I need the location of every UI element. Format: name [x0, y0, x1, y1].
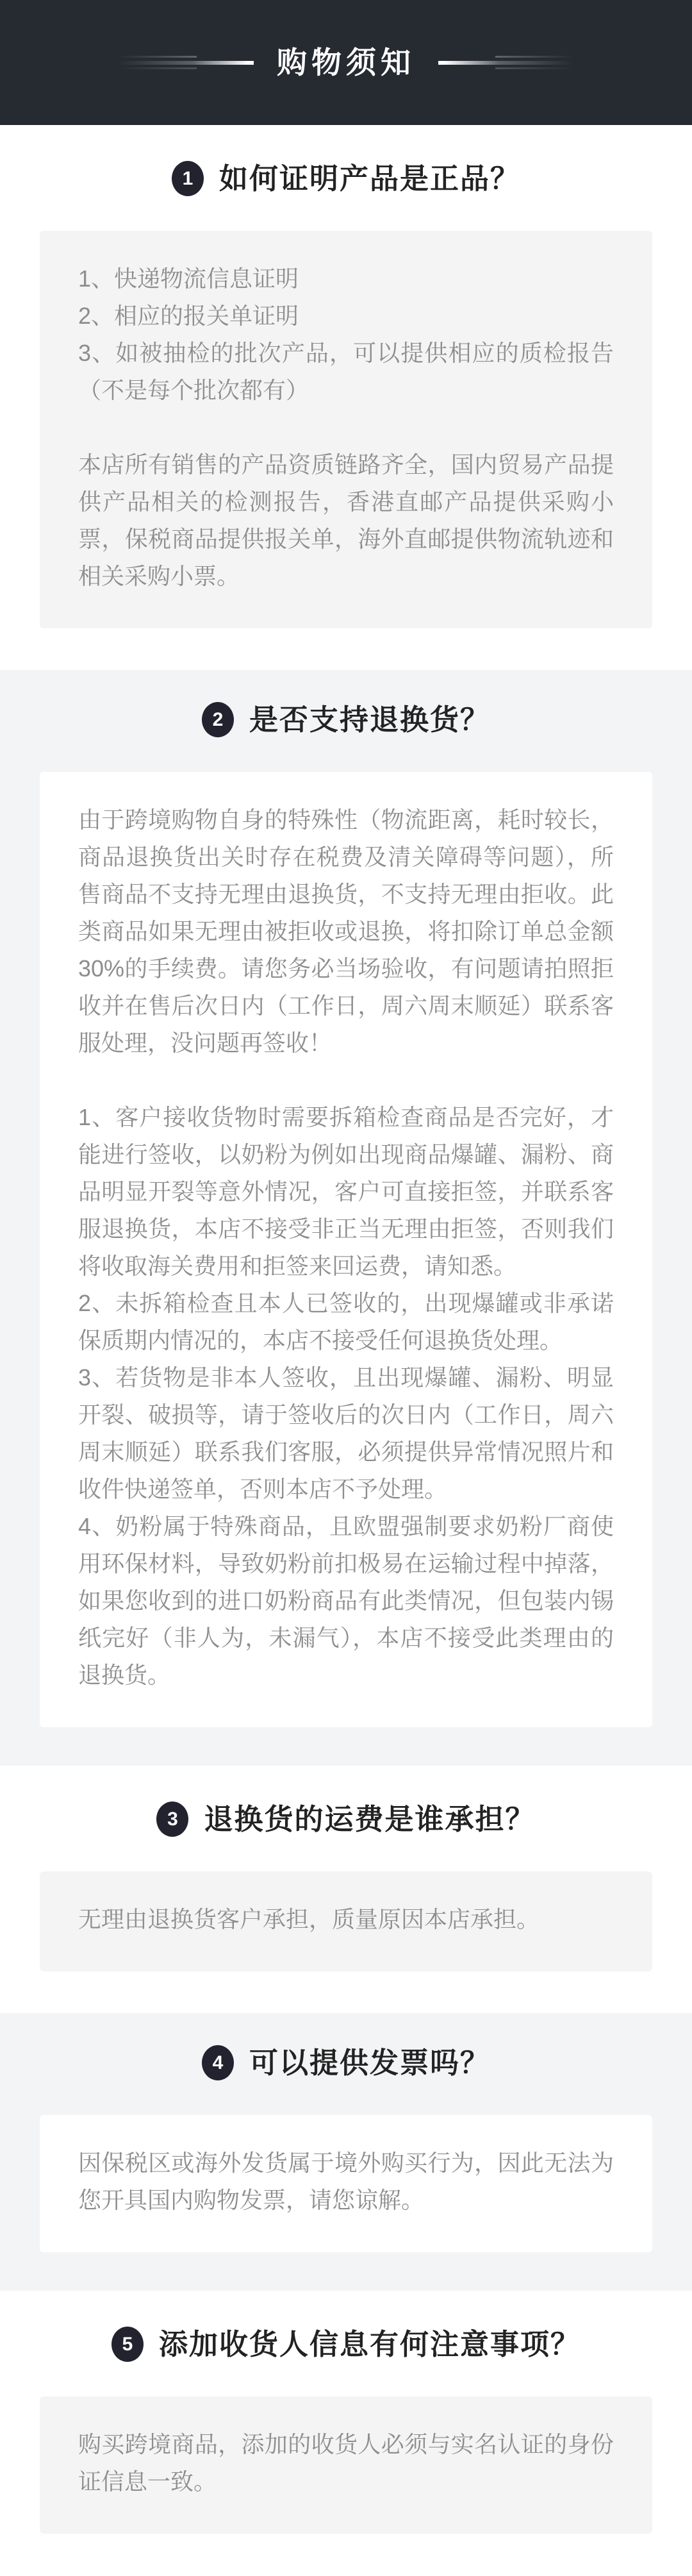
body-paragraph: 2、未拆箱检查且本人已签收的，出现爆罐或非承诺保质期内情况的，本店不接受任何退换货处理。 [78, 1290, 614, 1353]
deco-streak [118, 56, 197, 58]
page-header [0, 0, 692, 125]
header-deco-line-left [118, 55, 254, 71]
section-number-badge [202, 2045, 234, 2080]
page-title: 购物须知 [277, 46, 415, 79]
section-title-row [0, 2043, 692, 2083]
faq-section [0, 1799, 692, 1971]
body-paragraph: 1、快递物流信息证明 [78, 265, 299, 292]
faq-section-list [0, 158, 692, 2534]
section-number: 5 [122, 2333, 133, 2355]
section-content-box [40, 772, 652, 1727]
body-paragraph: 4、奶粉属于特殊商品，且欧盟强制要求奶粉厂商使用环保材料，导致奶粉前扣极易在运输过程中掉落，如果您收到的进口奶粉商品有此类情况，但包装内锡纸完好（非人为，未漏气），本店不接受此类理由的退换货。 [78, 1513, 614, 1688]
section-number-badge [111, 2327, 144, 2362]
section-title: 如何证明产品是正品？ [218, 162, 520, 195]
body-paragraph: 3、若货物是非本人签收，且出现爆罐、漏粉、明显开裂、破损等，请于签收后的次日内（工作日，周六周末顺延）联系我们客服，必须提供异常情况照片和收件快递签单，否则本店不予处理。 [78, 1364, 614, 1502]
section-number: 2 [212, 708, 224, 730]
section-number-badge [202, 702, 234, 737]
body-paragraph: 3、如被抽检的批次产品，可以提供相应的质检报告（不是每个批次都有） [78, 340, 614, 403]
section-number: 1 [182, 167, 194, 189]
section-title-row [0, 158, 692, 199]
section-title-row [0, 1799, 692, 1839]
paragraph-gap [78, 1062, 614, 1099]
section-title-row [0, 2324, 692, 2364]
section-title: 是否支持退换货？ [249, 703, 490, 736]
bottom-spacer [0, 2534, 692, 2576]
faq-section [0, 670, 692, 1766]
body-paragraph: 2、相应的报关单证明 [78, 303, 299, 329]
section-content-box [40, 1871, 652, 1971]
section-number: 4 [212, 2052, 224, 2073]
section-content-box [40, 2396, 652, 2534]
section-title-row [0, 699, 692, 740]
section-number-badge [156, 1802, 188, 1837]
deco-streak [495, 56, 574, 58]
header-deco-line-right [438, 55, 574, 71]
deco-streak [118, 67, 197, 69]
section-content-box [40, 231, 652, 628]
body-paragraph: 因保税区或海外发货属于境外购买行为，因此无法为您开具国内购物发票，请您谅解。 [78, 2150, 614, 2213]
deco-main-line [118, 61, 254, 65]
body-paragraph: 购买跨境商品，添加的收货人必须与实名认证的身份证信息一致。 [78, 2431, 614, 2495]
body-paragraph: 1、客户接收货物时需要拆箱检查商品是否完好，才能进行签收，以奶粉为例如出现商品爆罐、漏粉、商品明显开裂等意外情况，客户可直接拒签，并联系客服退换货，本店不接受非正当无理由拒签，否则我们将收取海关费用和拒签来回运费，请知悉。 [78, 1104, 614, 1279]
faq-section [0, 2013, 692, 2291]
section-title: 退换货的运费是谁承担？ [204, 1803, 536, 1836]
section-number: 3 [167, 1808, 178, 1830]
faq-section [0, 2324, 692, 2534]
section-title: 可以提供发票吗？ [249, 2046, 490, 2079]
section-content-box [40, 2115, 652, 2252]
paragraph-gap [78, 409, 614, 446]
body-paragraph: 由于跨境购物自身的特殊性（物流距离，耗时较长，商品退换货出关时存在税费及清关障碍等问题），所售商品不支持无理由退换货，不支持无理由拒收。此类商品如果无理由被拒收或退换，将扣除订单总金额30%的手续费。请您务必当场验收，有问题请拍照拒收并在售后次日内（工作日，周六周末顺延）联系客服处理，没问题再签收！ [78, 807, 614, 1056]
deco-main-line [438, 61, 574, 65]
faq-section [0, 158, 692, 628]
section-title: 添加收货人信息有何注意事项？ [158, 2328, 581, 2361]
body-paragraph: 无理由退换货客户承担，质量原因本店承担。 [78, 1906, 540, 1932]
deco-streak [495, 67, 574, 69]
body-paragraph: 本店所有销售的产品资质链路齐全，国内贸易产品提供产品相关的检测报告，香港直邮产品提供采购小票，保税商品提供报关单，海外直邮提供物流轨迹和相关采购小票。 [78, 451, 614, 589]
section-number-badge [172, 161, 204, 196]
